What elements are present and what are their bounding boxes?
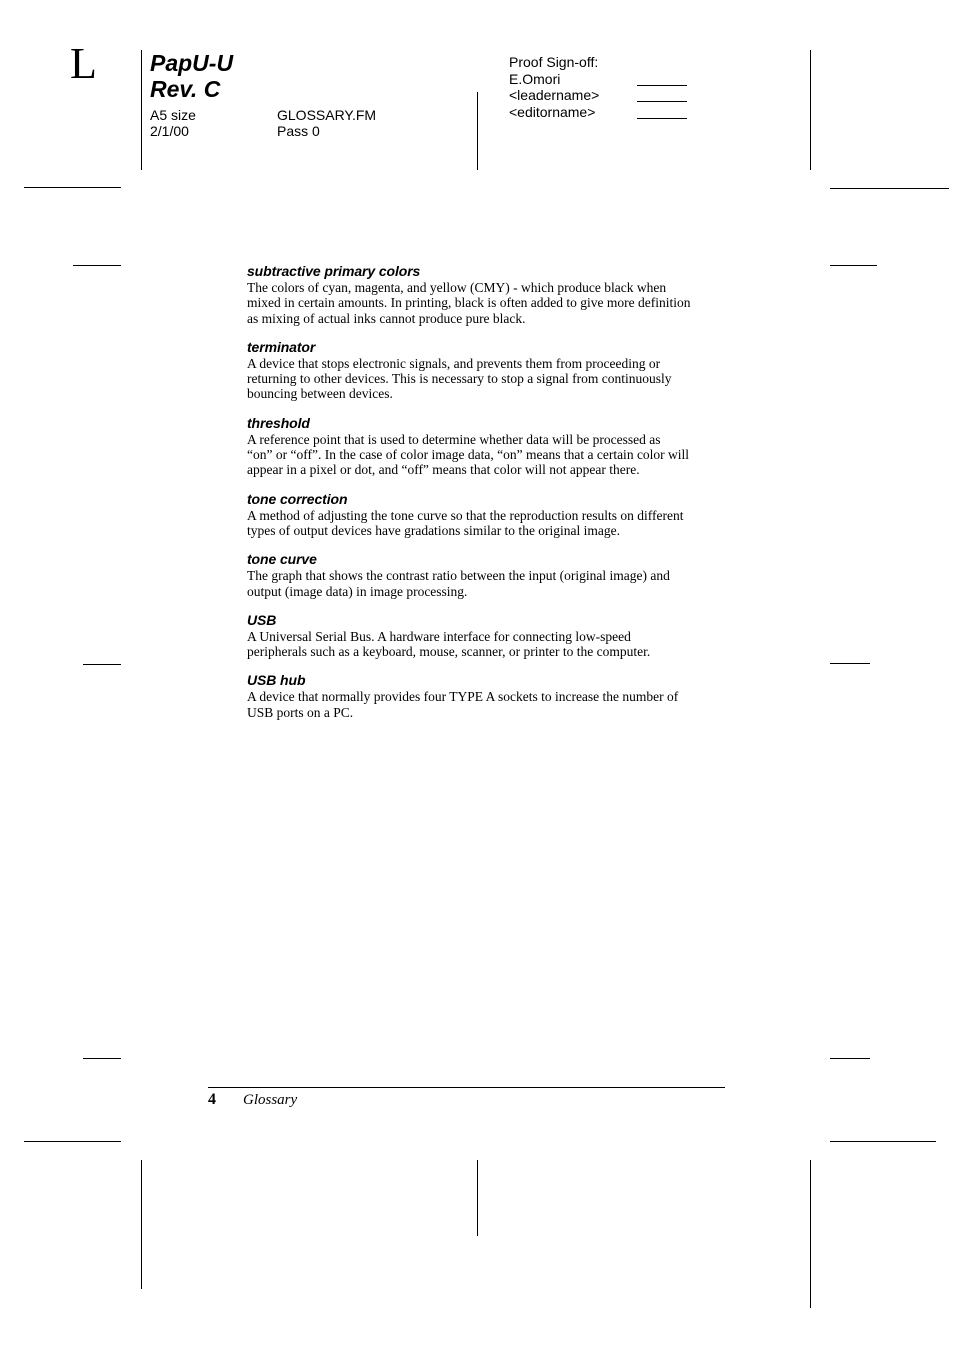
page-size-label: A5 size	[150, 107, 196, 123]
glossary-entry	[247, 263, 725, 326]
glossary-term: tone curve	[247, 551, 317, 568]
definition-line: A method of adjusting the tone curve so that the reproduction results on different	[247, 507, 684, 523]
definition-line: types of output devices have gradations similar to the original image.	[247, 522, 621, 538]
file-name-label: GLOSSARY.FM	[277, 107, 377, 123]
glossary-definition	[247, 356, 725, 402]
glossary-term: tone correction	[247, 490, 348, 507]
definition-line: USB ports on a PC.	[247, 704, 354, 720]
crop-mark	[141, 1160, 142, 1289]
crop-mark	[141, 50, 142, 170]
glossary-definition	[247, 689, 725, 720]
definition-line: peripherals such as a keyboard, mouse, scanner, or printer to the computer.	[247, 644, 651, 660]
crop-mark	[830, 188, 949, 189]
glossary-definition	[247, 568, 725, 599]
crop-mark	[24, 1141, 121, 1142]
glossary-definition	[247, 508, 725, 539]
proof-signoff-label: Proof Sign-off:	[509, 54, 599, 70]
crop-mark	[477, 92, 478, 170]
definition-line: A reference point that is used to determine whether data will be processed as	[247, 431, 661, 447]
crop-mark	[477, 1160, 478, 1236]
glossary-content	[247, 263, 725, 733]
definition-line: A Universal Serial Bus. A hardware interface for connecting low-speed	[247, 628, 631, 644]
section-title: Glossary	[243, 1092, 298, 1108]
glossary-entry	[247, 415, 725, 478]
crop-mark	[830, 1141, 936, 1142]
crop-mark	[73, 265, 121, 266]
glossary-term: subtractive primary colors	[247, 263, 421, 279]
product-revision: Rev. C	[150, 76, 221, 102]
glossary-entry	[247, 612, 725, 660]
glossary-term: USB	[247, 611, 277, 628]
definition-line: returning to other devices. This is necessary to stop a signal from continuously	[247, 371, 672, 387]
glossary-entry	[247, 491, 725, 539]
glossary-definition	[247, 432, 725, 478]
crop-mark	[830, 663, 870, 664]
signature-line	[637, 101, 687, 102]
glossary-definition	[247, 280, 725, 326]
definition-line: mixed in certain amounts. In printing, black is often added to give more definition	[247, 295, 691, 311]
glossary-term: terminator	[247, 338, 316, 355]
definition-line: The graph that shows the contrast ratio between the input (original image) and	[247, 568, 670, 584]
glossary-term: threshold	[247, 414, 310, 431]
definition-line: bouncing between devices.	[247, 386, 393, 402]
crop-mark	[810, 50, 811, 170]
definition-line: as mixing of actual inks cannot produce pure black.	[247, 310, 526, 326]
product-title	[150, 50, 233, 102]
pass-label: Pass 0	[277, 123, 320, 139]
signer-name: <editorname>	[509, 104, 596, 120]
crop-mark	[810, 1160, 811, 1308]
definition-line: The colors of cyan, magenta, and yellow (CMY) - which produce black when	[247, 280, 667, 295]
definition-line: “on” or “off”. In the case of color image data, “on” means that a certain color will	[247, 447, 690, 463]
definition-line: appear in a pixel or dot, and “off” means that color will not appear there.	[247, 462, 640, 478]
glossary-entry	[247, 339, 725, 402]
glossary-entry	[247, 551, 725, 599]
crop-mark	[24, 187, 121, 188]
page-side-letter: L	[70, 39, 97, 88]
crop-mark	[830, 265, 877, 266]
glossary-entry	[247, 672, 725, 720]
page-number: 4	[208, 1091, 216, 1108]
crop-mark	[830, 1058, 870, 1059]
definition-line: A device that normally provides four TYPE A sockets to increase the number of	[247, 689, 679, 705]
signer-name: <leadername>	[509, 87, 600, 103]
product-name: PapU-U	[150, 50, 234, 76]
footer-rule	[208, 1087, 725, 1088]
definition-line: A device that stops electronic signals, and prevents them from proceeding or	[247, 355, 661, 371]
date-label: 2/1/00	[150, 123, 189, 139]
glossary-term: USB hub	[247, 672, 306, 689]
definition-line: output (image data) in image processing.	[247, 583, 468, 599]
signature-line	[637, 85, 687, 86]
crop-mark	[83, 664, 121, 665]
crop-mark	[83, 1058, 121, 1059]
glossary-definition	[247, 629, 725, 660]
signature-line	[637, 118, 687, 119]
signer-name: E.Omori	[509, 71, 561, 87]
